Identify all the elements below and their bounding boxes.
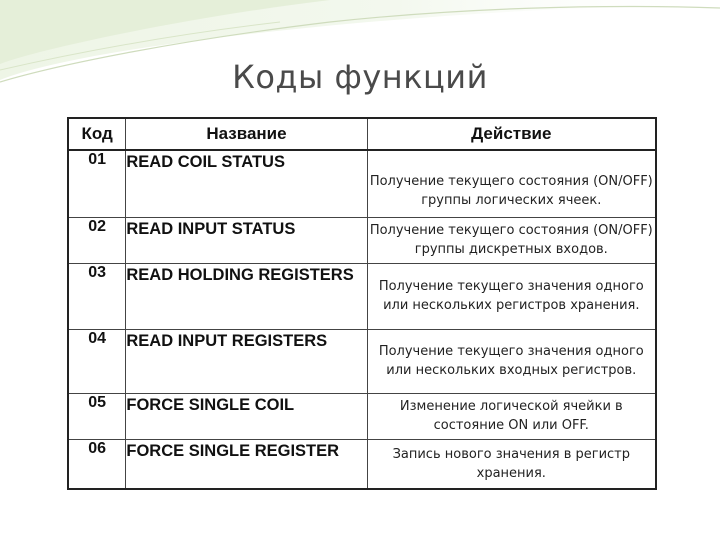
table-row (68, 329, 656, 393)
cell-name: FORCE SINGLE COIL (126, 393, 367, 439)
header-name: Название (126, 118, 367, 150)
cell-code: 05 (68, 393, 126, 439)
cell-name: READ INPUT STATUS (126, 217, 367, 263)
cell-action: Получение текущего значения одного или нескольких входных регистров. (367, 329, 656, 393)
table-row (68, 439, 656, 489)
table-header-row (68, 118, 656, 150)
slide-title: Коды функций (232, 58, 488, 96)
cell-name: READ COIL STATUS (126, 150, 367, 217)
cell-action: Получение текущего состояния (ON/OFF) группы логических ячеек. (367, 150, 656, 217)
cell-action: Запись нового значения в регистр хранения. (367, 439, 656, 489)
table-row (68, 263, 656, 329)
cell-name: FORCE SINGLE REGISTER (126, 439, 367, 489)
cell-code: 02 (68, 217, 126, 263)
cell-code: 01 (68, 150, 126, 217)
header-action: Действие (367, 118, 656, 150)
function-codes-table (67, 117, 657, 490)
cell-name: READ INPUT REGISTERS (126, 329, 367, 393)
cell-code: 06 (68, 439, 126, 489)
cell-action: Изменение логической ячейки в состояние ON или OFF. (367, 393, 656, 439)
cell-code: 03 (68, 263, 126, 329)
header-code: Код (68, 118, 126, 150)
cell-action: Получение текущего значения одного или нескольких регистров хранения. (367, 263, 656, 329)
cell-code: 04 (68, 329, 126, 393)
table-row (68, 393, 656, 439)
cell-action: Получение текущего состояния (ON/OFF) группы дискретных входов. (367, 217, 656, 263)
table-row (68, 150, 656, 217)
cell-name: READ HOLDING REGISTERS (126, 263, 367, 329)
table-row (68, 217, 656, 263)
